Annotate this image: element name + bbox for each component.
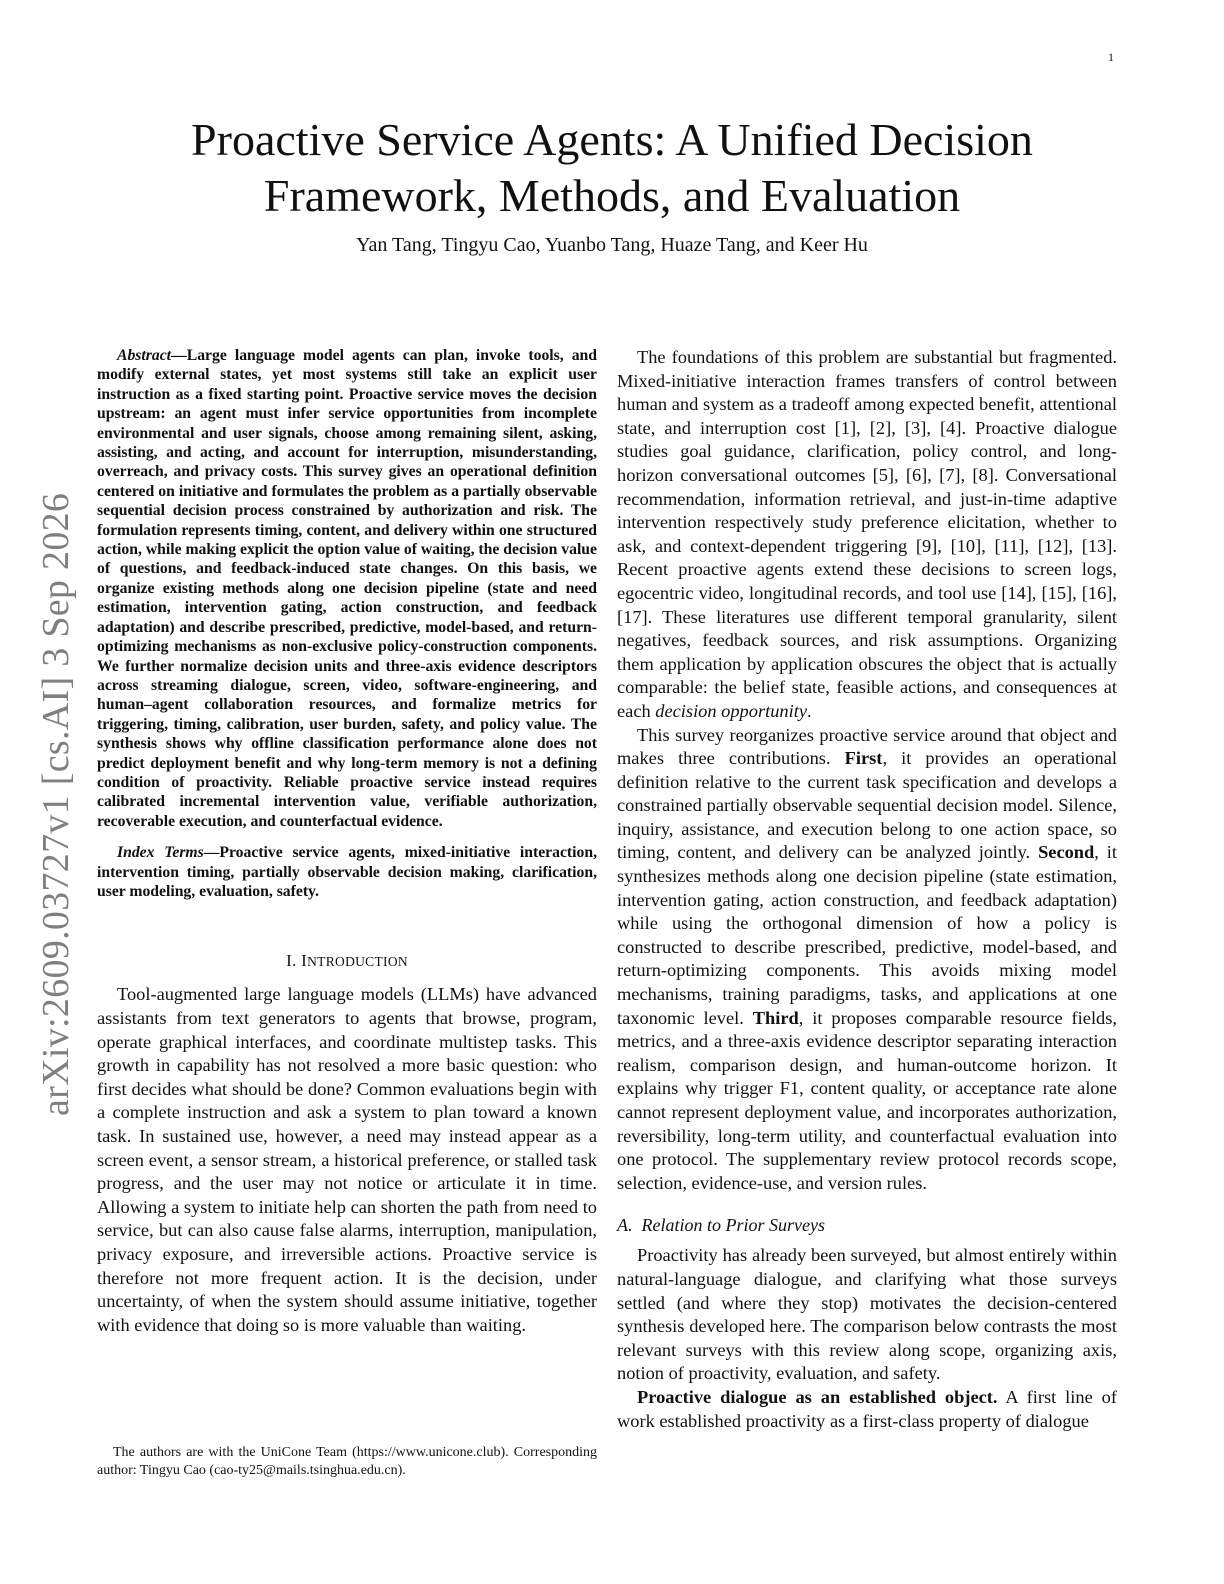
run-in-heading: Proactive dialogue as an established object. <box>637 1386 998 1407</box>
subsection-heading-prior-surveys <box>617 1215 1117 1236</box>
paper-title: Proactive Service Agents: A Unified Decision Framework, Methods, and Evaluation <box>191 114 1033 221</box>
abstract-label: Abstract <box>117 347 172 364</box>
intro-paragraph-2-end: . <box>807 700 812 721</box>
subsection-title: Relation to Prior Surveys <box>641 1215 825 1236</box>
intro-paragraph-2 <box>617 346 1117 724</box>
section-heading-introduction <box>97 951 597 971</box>
second-contribution-text: , it synthesizes methods along one decision pipeline (state estimation, intervention gating, action construction, and feedback adaptation) while using the orthogonal dimension of how a policy is constructed to describe prescribed, predictive, model-based, and return-optimizing components. This avoids mixing model mechanisms, training paradigms, tasks, and applications at one taxonomic level. <box>617 842 1118 1028</box>
left-column <box>97 346 597 1337</box>
arxiv-identifier-stamp: arXiv:2609.03727v1 [cs.AI] 3 Sep 2026 <box>35 492 77 1116</box>
intro-paragraph-3 <box>617 724 1117 1196</box>
first-contribution-label: First <box>844 748 883 769</box>
index-terms <box>97 843 597 901</box>
decision-opportunity-emphasis: decision opportunity <box>655 700 807 721</box>
author-list: Yan Tang, Tingyu Cao, Yuanbo Tang, Huaze Tang, and Keer Hu <box>356 234 868 256</box>
prior-surveys-paragraph-1: Proactivity has already been surveyed, but almost entirely within natural-language dialogue, and clarifying what those surveys settled (and where they stop) motivates the decision-centered synthesis developed here. The comparison below contrasts the most relevant surveys with this review along scope, organizing axis, notion of proactivity, evaluation, and safety. <box>617 1245 1117 1384</box>
index-terms-label: Index Terms <box>117 844 204 862</box>
page-number: 1 <box>1108 50 1114 64</box>
first-contribution-text: , it provides an operational definition relative to the current task specification and develops a constrained partially observable sequential decision model. Silence, inquiry, assistance, and execution belong to one action space, so timing, content, and delivery can be analyzed jointly. <box>617 748 1117 863</box>
author-footnote: The authors are with the UniCone Team (https://www.unicone.club). Corresponding author: Tingyu Cao (cao-ty25@mails.tsinghua.edu.cn). <box>97 1445 597 1478</box>
abstract-text: —Large language model agents can plan, invoke tools, and modify external states, yet most systems still take an explicit user instruction as a fixed starting point. Proactive service moves the decision upstream: an agent must infer service opportunities from incomplete environmental and user signals, choose among remaining silent, asking, assisting, and acting, and account for interruption, misunderstanding, overreach, and privacy costs. This survey gives an operational definition centered on initiative and formulates the problem as a partially observable sequential decision process constrained by authorization and risk. The formulation represents timing, content, and delivery within one structured action, while making explicit the option value of waiting, the decision value of questions, and feedback-induced state changes. On this basis, we organize existing methods along one decision pipeline (state and need estimation, intervention gating, action construction, and feedback adaptation) and describe prescribed, predictive, model-based, and return-optimizing mechanisms as non-exclusive policy-construction components. We further normalize decision units and three-axis evidence descriptors across streaming dialogue, screen, video, software-engineering, and human–agent collaboration resources, and formalize metrics for triggering, timing, calibration, user burden, safety, and policy value. The synthesis shows why offline classification performance alone does not predict deployment benefit and why long-term memory is not a defining condition of proactivity. Reliable proactive service instead requires calibrated incremental intervention value, verifiable authorization, recoverable execution, and counterfactual evidence. <box>97 347 597 830</box>
second-contribution-label: Second <box>1038 842 1095 863</box>
intro-paragraph-1: Tool-augmented large language models (LLMs) have advanced assistants from text generators to agents that browse, program, operate graphical interfaces, and coordinate multistep tasks. This growth in capability has not resolved a more basic question: who first decides what should be done? Common evaluations begin with a complete instruction and ask a system to plan toward a known task. In sustained use, however, a need may instead appear as a screen event, a sensor stream, a historical preference, or stalled task progress, and the user may not notice or articulate it in time. Allowing a system to initiate help can shorten the path from need to service, but can also cause false alarms, interruption, manipulation, privacy exposure, and irreversible actions. Proactive service is therefore not more frequent action. It is the decision, under uncertainty, of when the system should assume initiative, together with evidence that doing so is more valuable than waiting. <box>97 984 597 1335</box>
section-title-first: I <box>301 951 308 971</box>
third-contribution-label: Third <box>752 1007 799 1028</box>
index-terms-text: —Proactive service agents, mixed-initiative interaction, intervention timing, partially observable decision making, clarification, user modeling, evaluation, safety. <box>97 844 597 900</box>
abstract <box>97 346 597 831</box>
contributions-intro: This survey reorganizes proactive service around that object and makes three contributions. <box>617 724 1117 769</box>
right-column <box>617 346 1117 1433</box>
section-numeral: I. <box>286 951 297 971</box>
prior-surveys-paragraph-2-text: A first line of work established proactivity as a first-class property of dialogue <box>617 1386 1117 1431</box>
section-title-rest: NTRODUCTION <box>307 954 408 970</box>
prior-surveys-paragraph-2 <box>617 1386 1117 1433</box>
intro-paragraph-2-text: The foundations of this problem are substantial but fragmented. Mixed-initiative interaction frames transfers of control between human and system as a tradeoff among expected benefit, attentional state, and interruption cost [1], [2], [3], [4]. Proactive dialogue studies goal guidance, clarification, policy control, and long-horizon conversational outcomes [5], [6], [7], [8]. Conversational recommendation, information retrieval, and just-in-time adaptive intervention respectively study preference elicitation, whether to ask, and context-dependent triggering [9], [10], [11], [12], [13]. Recent proactive agents extend these decisions to screen logs, egocentric video, longitudinal records, and tool use [14], [15], [16], [17]. These literatures use different temporal granularity, silent negatives, feedback sources, and risk assumptions. Organizing them application by application obscures the object that is actually comparable: the belief state, feasible actions, and consequences at each <box>617 347 1117 721</box>
subsection-label: A. <box>617 1215 633 1236</box>
third-contribution-text: , it proposes comparable resource fields, metrics, and a three-axis evidence descriptor separating interaction realism, comparison design, and human-outcome horizon. It explains why trigger F1, content quality, or acceptance rate alone cannot represent deployment value, and incorporates authorization, reversibility, long-term utility, and counterfactual evaluation into one protocol. The supplementary review protocol records scope, selection, evidence-use, and version rules. <box>617 1007 1118 1193</box>
